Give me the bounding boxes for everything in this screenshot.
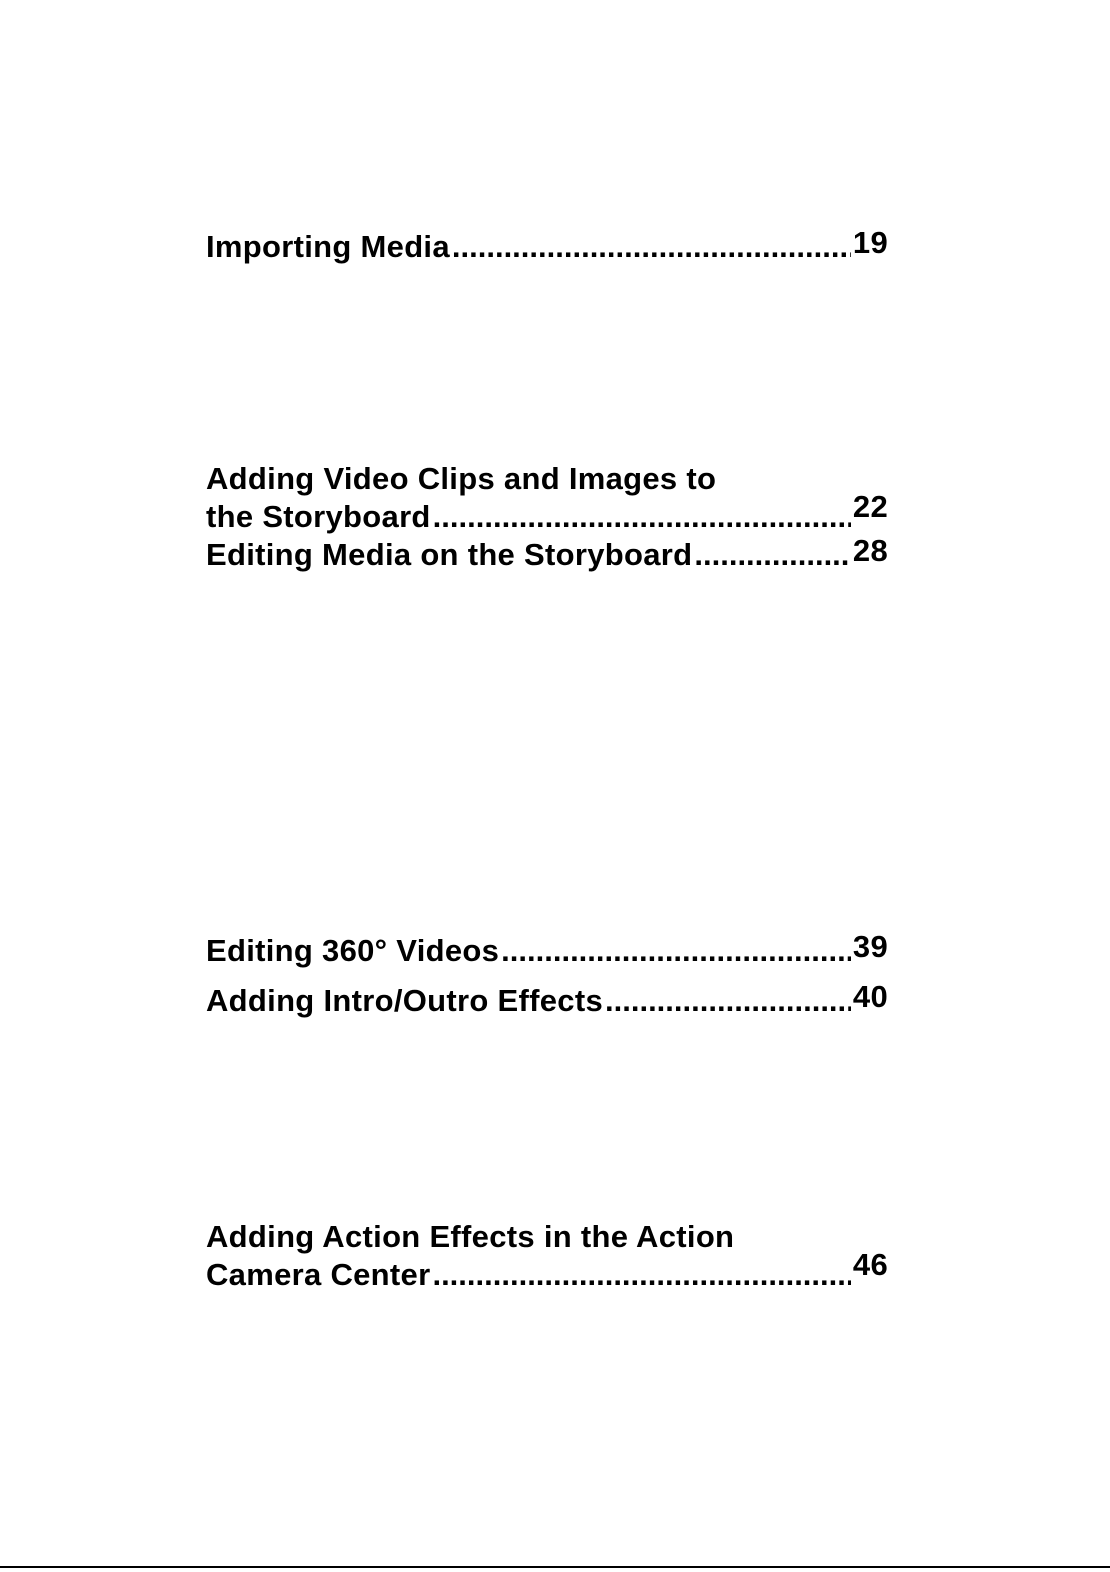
toc-line [206,533,888,574]
toc-entry-adding-intro-outro-effects[interactable] [206,979,888,1020]
dot-leader [452,228,851,266]
toc-entry-title: Editing Media on the Storyboard [206,537,693,572]
toc-page-number: 39 [852,929,888,964]
toc-entry-title-line-2: the Storyboard [206,499,431,534]
toc-entry-title-line-1: Adding Video Clips and Images to [206,461,717,496]
toc-entry-title-line-2: Camera Center [206,1257,431,1292]
toc-entry-title: Editing 360° Videos [206,933,500,968]
dot-leader [694,536,851,574]
toc-line [206,1247,888,1294]
toc-entry-title: Importing Media [206,229,450,264]
toc-page-number: 28 [852,533,888,568]
toc-entry-editing-media-storyboard[interactable] [206,533,888,574]
dot-leader [433,498,851,536]
toc-entry-title: Adding Intro/Outro Effects [206,983,603,1018]
toc-line [206,489,888,536]
toc-entry-adding-action-effects[interactable] [206,1218,888,1294]
toc-page-number: 19 [852,225,888,260]
toc-line [206,1218,888,1256]
toc-line [206,460,888,498]
toc-entry-title-line-1: Adding Action Effects in the Action [206,1219,735,1254]
toc-page-number: 40 [852,979,888,1014]
toc-line [206,979,888,1020]
dot-leader [605,982,851,1020]
toc-page-number: 22 [852,489,888,524]
dot-leader [501,932,851,970]
toc-page-number: 46 [852,1247,888,1282]
dot-leader [432,1256,850,1294]
toc-entry-adding-video-clips[interactable] [206,460,888,536]
toc-entry-importing-media[interactable] [206,225,888,266]
toc-entry-editing-360-videos[interactable] [206,929,888,970]
toc-line [206,225,888,266]
bottom-rule [0,1566,1110,1568]
toc-line [206,929,888,970]
